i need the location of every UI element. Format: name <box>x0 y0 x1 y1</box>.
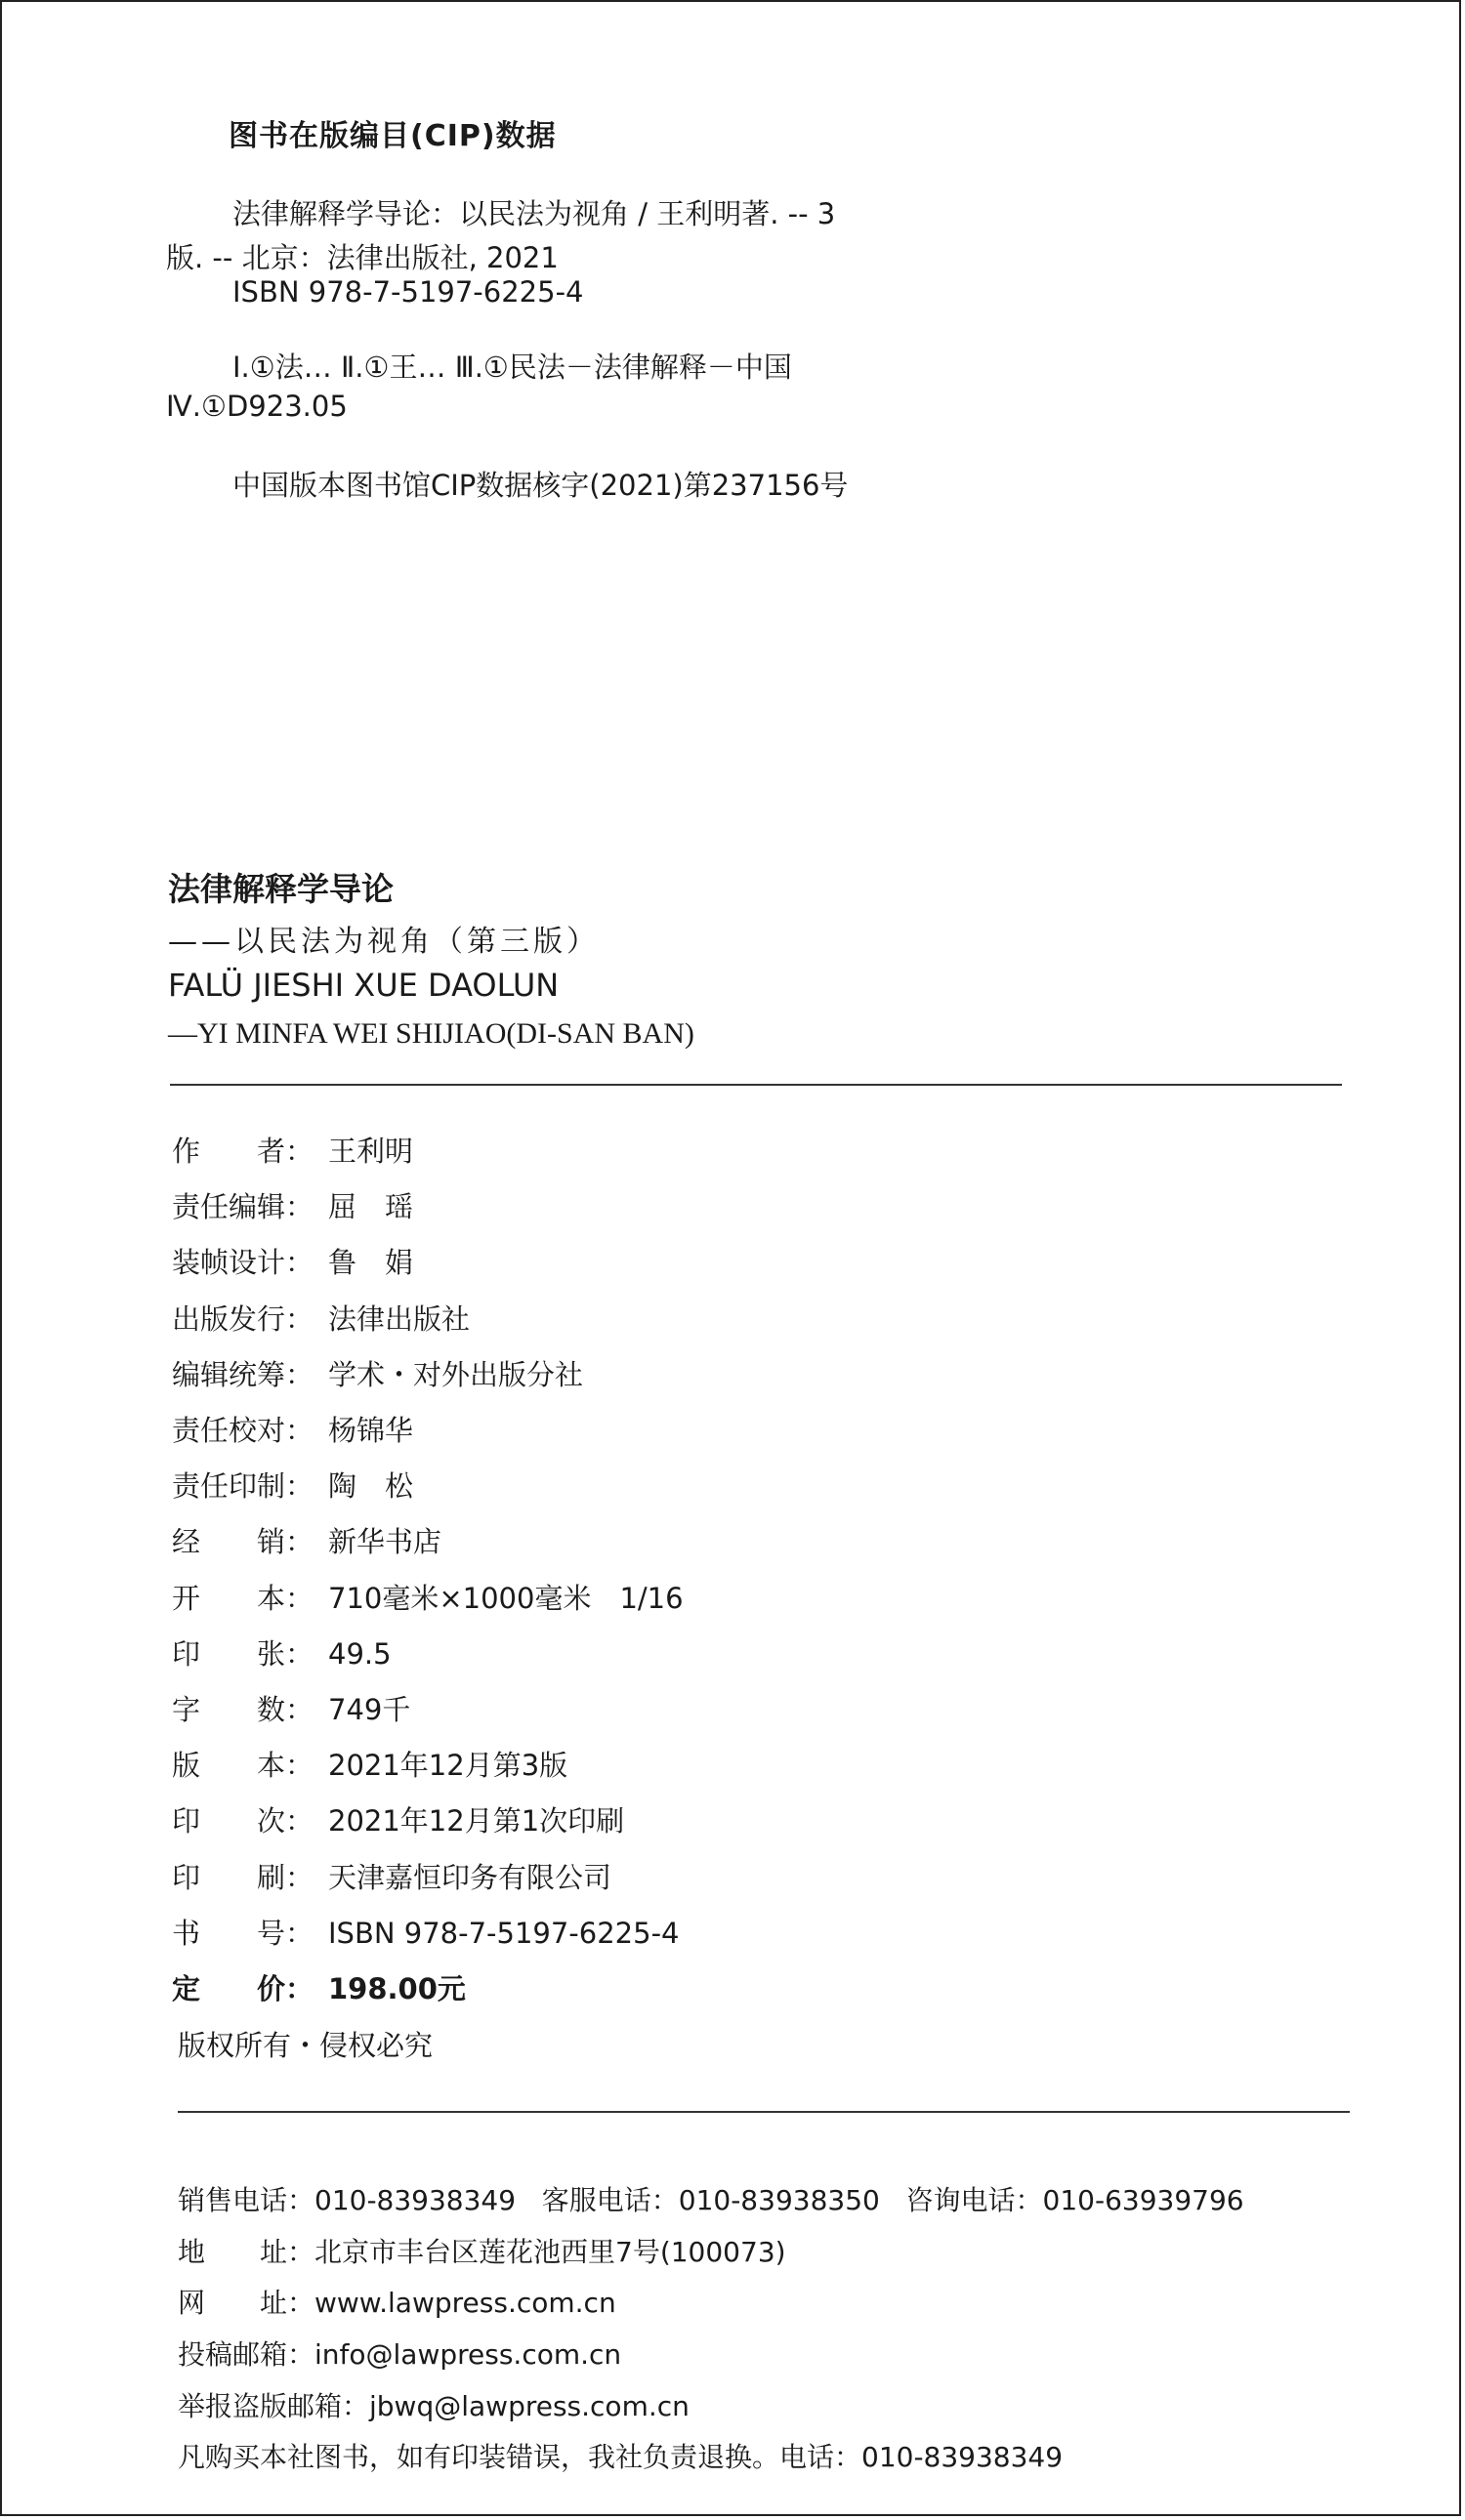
divider-top <box>170 1084 1342 1086</box>
cip-line-2: 版. -- 北京：法律出版社, 2021 <box>166 241 559 274</box>
book-title-cn: 法律解释学导论 <box>168 870 394 908</box>
info-value: 749千 <box>328 1693 411 1726</box>
info-row <box>172 1298 470 1338</box>
info-row <box>172 1632 392 1673</box>
info-label: 编辑统筹： <box>172 1357 314 1391</box>
info-label: 责任校对： <box>172 1414 314 1447</box>
book-subtitle-cn: ——以民法为视角（第三版） <box>168 925 600 959</box>
info-label: 印 次： <box>172 1804 314 1838</box>
info-row <box>172 1353 583 1393</box>
contact-address: 地 址：北京市丰台区莲花池西里7号(100073) <box>178 2236 786 2268</box>
info-label: 印 张： <box>172 1636 314 1671</box>
book-title-pinyin: FALÜ JIESHI XUE DAOLUN <box>168 967 560 1004</box>
cip-line-4: Ⅰ.①法… Ⅱ.①王… Ⅲ.①民法－法律解释－中国 <box>232 351 792 384</box>
info-value: 学术・对外出版分社 <box>328 1357 584 1391</box>
info-row <box>172 1520 441 1560</box>
info-row <box>172 1688 410 1728</box>
info-label: 字 数： <box>172 1693 314 1726</box>
info-value: 杨锦华 <box>328 1414 414 1447</box>
cip-heading: 图书在版编目(CIP)数据 <box>229 119 557 153</box>
info-value: 鲁 娟 <box>328 1246 414 1280</box>
contact-submission-email: 投稿邮箱：info@lawpress.com.cn <box>178 2338 622 2371</box>
info-row <box>172 1465 413 1505</box>
info-value: 陶 松 <box>328 1469 414 1504</box>
info-row <box>172 1799 624 1839</box>
info-label: 书 号： <box>172 1916 314 1950</box>
info-label: 装帧设计： <box>172 1246 314 1280</box>
info-value: 新华书店 <box>328 1525 442 1559</box>
cip-line-3: ISBN 978-7-5197-6225-4 <box>232 275 584 309</box>
info-value: 王利明 <box>328 1135 414 1168</box>
info-row <box>172 1744 567 1784</box>
cip-line-5: Ⅳ.①D923.05 <box>166 390 348 423</box>
copyright-notice: 版权所有・侵权必究 <box>178 2029 434 2062</box>
info-value: 198.00元 <box>328 1972 466 2005</box>
info-label: 经 销： <box>172 1525 314 1559</box>
info-value: 2021年12月第3版 <box>328 1749 568 1783</box>
info-row <box>172 1241 413 1281</box>
info-row <box>172 1577 684 1617</box>
info-label: 责任印制： <box>172 1469 314 1504</box>
contact-phones: 销售电话：010-83938349 客服电话：010-83938350 咨询电话：010-63939796 <box>178 2184 1244 2216</box>
contact-piracy-email: 举报盗版邮箱：jbwq@lawpress.com.cn <box>178 2390 690 2422</box>
info-value: 710毫米×1000毫米 1/16 <box>328 1581 684 1615</box>
info-row <box>172 1185 413 1225</box>
info-row <box>172 1856 611 1896</box>
info-value: 屈 瑶 <box>328 1190 414 1224</box>
info-label: 开 本： <box>172 1581 314 1615</box>
info-value: 49.5 <box>328 1636 392 1671</box>
info-label: 责任编辑： <box>172 1190 314 1224</box>
cip-line-6: 中国版本图书馆CIP数据核字(2021)第237156号 <box>232 469 849 502</box>
info-label: 版 本： <box>172 1749 314 1783</box>
info-row <box>172 1967 466 2007</box>
info-value: 2021年12月第1次印刷 <box>328 1804 625 1838</box>
info-label: 印 刷： <box>172 1860 314 1894</box>
info-row <box>172 1130 413 1170</box>
info-value: ISBN 978-7-5197-6225-4 <box>328 1916 680 1950</box>
cip-line-1: 法律解释学导论：以民法为视角 / 王利明著. -- 3 <box>232 197 836 230</box>
info-label: 出版发行： <box>172 1301 314 1336</box>
return-notice: 凡购买本社图书，如有印装错误，我社负责退换。电话：010-83938349 <box>178 2441 1064 2473</box>
info-label: 定 价： <box>172 1972 314 2005</box>
contact-website: 网 址：www.lawpress.com.cn <box>178 2287 616 2319</box>
info-row <box>172 1409 413 1449</box>
info-value: 法律出版社 <box>328 1301 471 1336</box>
info-row <box>172 1912 679 1952</box>
info-label: 作 者： <box>172 1135 314 1168</box>
divider-bottom <box>178 2111 1350 2113</box>
info-value: 天津嘉恒印务有限公司 <box>328 1860 612 1894</box>
book-subtitle-pinyin: —YI MINFA WEI SHIJIAO(DI-SAN BAN) <box>168 1017 694 1050</box>
